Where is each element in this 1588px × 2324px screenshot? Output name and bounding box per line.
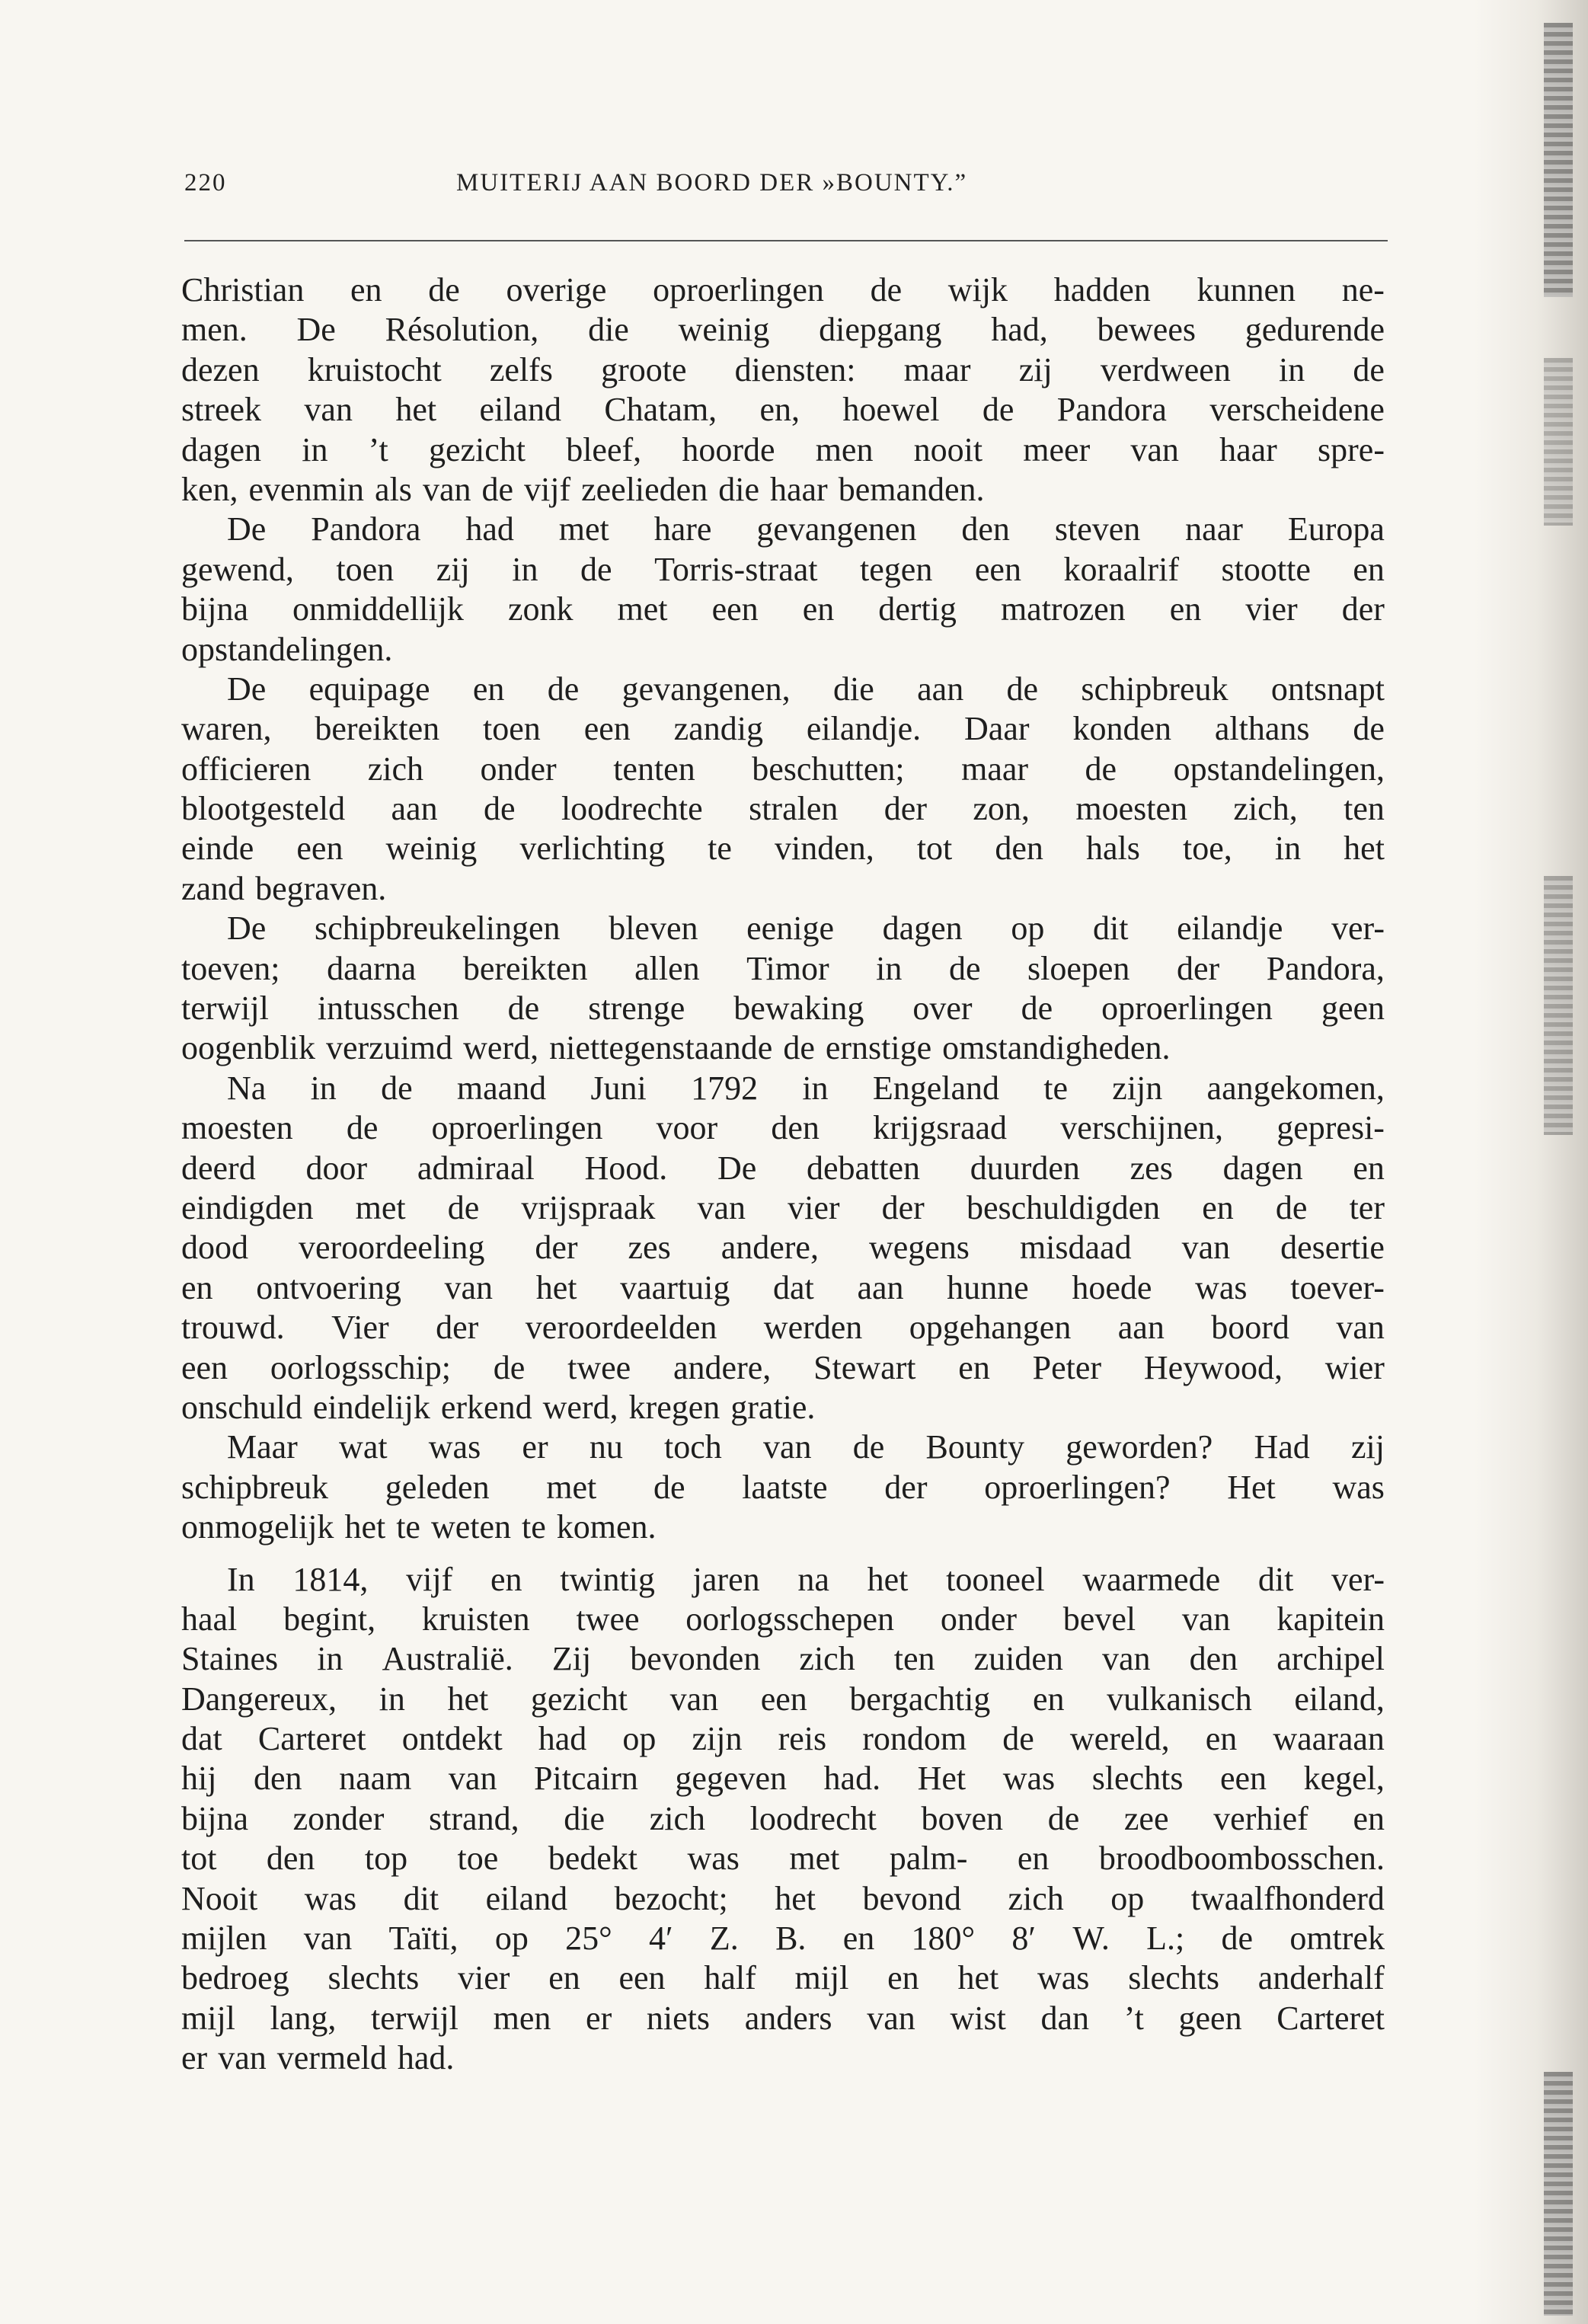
text-line: moesten de oproerlingen voor den krijgsraad verschijnen, gepresi- — [181, 1109, 1385, 1147]
paragraph — [181, 1427, 1385, 1547]
text-line: bijna zonder strand, die zich loodrecht boven de zee verhief en — [181, 1799, 1385, 1837]
text-line: opstandelingen. — [181, 630, 393, 668]
text-line: dat Carteret ontdekt had op zijn reis rondom de wereld, en waaraan — [181, 1720, 1385, 1758]
text-line: oogenblik verzuimd werd, niettegenstaande de ernstige omstandigheden. — [181, 1029, 1171, 1067]
text-line: mijlen van Taïti, op 25° 4′ Z. B. en 180° 8′ W. L.; de omtrek — [181, 1920, 1385, 1958]
paragraph — [181, 909, 1385, 1069]
text-line: er van vermeld had. — [181, 2039, 455, 2077]
text-line: bedroeg slechts vier en een half mijl en het was slechts anderhalf — [181, 1959, 1385, 1997]
paragraph — [181, 1560, 1385, 2079]
text-line: trouwd. Vier der veroordeelden werden opgehangen aan boord van — [181, 1309, 1385, 1347]
text-line: streek van het eiland Chatam, en, hoewel de Pandora verscheidene — [181, 391, 1385, 429]
text-line: Christian en de overige oproerlingen de wijk hadden kunnen ne- — [181, 271, 1385, 308]
text-line: ken, evenmin als van de vijf zeelieden die haar bemanden. — [181, 470, 985, 508]
text-line: men. De Résolution, die weinig diepgang had, bewees gedurende — [181, 311, 1385, 349]
text-line: haal begint, kruisten twee oorlogsschepen onder bevel van kapitein — [181, 1600, 1385, 1638]
text-line: mijl lang, terwijl men er niets anders van wist dan ’t geen Carteret — [181, 1999, 1385, 2037]
running-title: MUITERIJ AAN BOORD DER »BOUNTY.” — [456, 169, 968, 197]
text-line: officieren zich onder tenten beschutten; maar de opstandelingen, — [181, 750, 1385, 788]
page-edge-shadow — [1474, 0, 1588, 2324]
text-line: In 1814, vijf en twintig jaren na het tooneel waarmede dit ver- — [227, 1560, 1385, 1598]
body-text — [181, 270, 1385, 2079]
paragraph — [181, 670, 1385, 909]
text-line: deerd door admiraal Hood. De debatten duurden zes dagen en — [181, 1149, 1385, 1187]
text-line: De Pandora had met hare gevangenen den steven naar Europa — [227, 510, 1385, 548]
text-line: Staines in Australië. Zij bevonden zich ten zuiden van den archipel — [181, 1640, 1385, 1678]
binding-edge-mark — [1544, 23, 1573, 297]
text-line: onschuld eindelijk erkend werd, kregen gratie. — [181, 1388, 816, 1426]
text-line: Dangereux, in het gezicht van een bergachtig en vulkanisch eiland, — [181, 1680, 1385, 1718]
binding-edge-mark — [1544, 876, 1573, 1135]
text-line: Na in de maand Juni 1792 in Engeland te zijn aangekomen, — [227, 1069, 1385, 1107]
section-gap — [181, 1548, 1385, 1560]
text-line: schipbreuk geleden met de laatste der oproerlingen? Het was — [181, 1468, 1385, 1506]
text-line: gewend, toen zij in de Torris-straat tegen een koraalrif stootte en — [181, 550, 1385, 588]
text-line: dezen kruistocht zelfs groote diensten: maar zij verdween in de — [181, 350, 1385, 388]
text-line: De schipbreukelingen bleven eenige dagen op dit eilandje ver- — [227, 909, 1385, 948]
text-line: een oorlogsschip; de twee andere, Stewart en Peter Heywood, wier — [181, 1348, 1385, 1386]
text-line: onmogelijk het te weten te komen. — [181, 1508, 657, 1546]
running-header — [184, 169, 1395, 215]
text-line: tot den top toe bedekt was met palm- en broodboombosschen. — [181, 1840, 1385, 1878]
text-line: hij den naam van Pitcairn gegeven had. Het was slechts een kegel, — [181, 1760, 1385, 1798]
binding-edge-mark — [1544, 358, 1573, 526]
paragraph — [181, 510, 1385, 670]
text-line: toeven; daarna bereikten allen Timor in de sloepen der Pandora, — [181, 949, 1385, 987]
text-line: zand begraven. — [181, 869, 387, 907]
binding-edge-mark — [1544, 2072, 1573, 2316]
page-number: 220 — [184, 169, 227, 197]
text-line: De equipage en de gevangenen, die aan de schipbreuk ontsnapt — [227, 670, 1385, 708]
header-rule — [184, 240, 1388, 241]
text-line: blootgesteld aan de loodrechte stralen der zon, moesten zich, ten — [181, 790, 1385, 828]
text-line: Maar wat was er nu toch van de Bounty geworden? Had zij — [227, 1428, 1385, 1466]
text-line: eindigden met de vrijspraak van vier der beschuldigden en de ter — [181, 1188, 1385, 1226]
text-line: waren, bereikten toen een zandig eilandje. Daar konden althans de — [181, 710, 1385, 748]
paragraph — [181, 270, 1385, 510]
text-line: dagen in ’t gezicht bleef, hoorde men nooit meer van haar spre- — [181, 430, 1385, 468]
paragraph — [181, 1069, 1385, 1428]
text-line: Nooit was dit eiland bezocht; het bevond zich op twaalfhonderd — [181, 1879, 1385, 1917]
text-line: einde een weinig verlichting te vinden, tot den hals toe, in het — [181, 830, 1385, 868]
text-line: dood veroordeeling der zes andere, wegens misdaad van desertie — [181, 1229, 1385, 1267]
text-line: bijna onmiddellijk zonk met een en dertig matrozen en vier der — [181, 590, 1385, 628]
text-line: terwijl intusschen de strenge bewaking over de oproerlingen geen — [181, 989, 1385, 1028]
text-line: en ontvoering van het vaartuig dat aan hunne hoede was toever- — [181, 1268, 1385, 1306]
